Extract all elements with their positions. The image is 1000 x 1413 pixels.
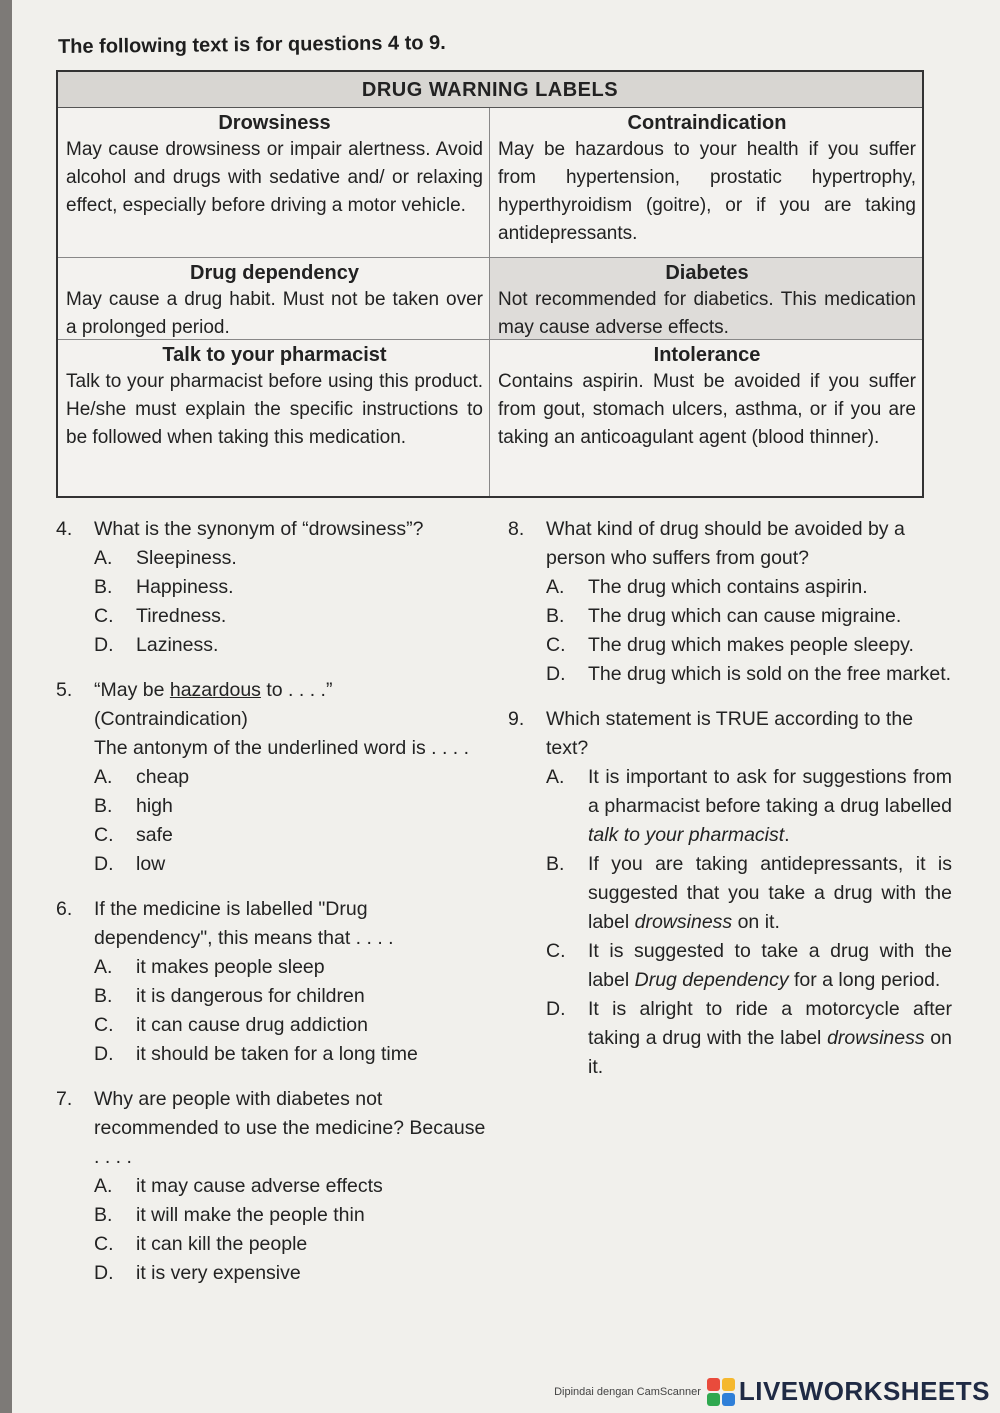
option-b[interactable] [56,573,488,602]
option-b[interactable] [508,850,952,937]
drug-warning-labels-table [56,70,924,498]
option-letter: C. [94,1233,114,1255]
option-text: The drug which can cause migraine. [588,605,902,627]
option-d[interactable] [508,995,952,1082]
option-text-pre: It is alright to ride a motorcycle after taking a drug with the label [588,998,952,1049]
option-text: it is very expensive [136,1262,301,1284]
option-c[interactable] [56,821,488,850]
option-letter: C. [94,605,114,627]
option-letter: B. [546,605,565,627]
option-text [588,850,952,937]
option-text: Laziness. [136,634,219,656]
option-a[interactable] [508,573,952,602]
option-d[interactable] [56,1259,488,1288]
label-body: Contains aspirin. Must be avoided if you suffer from gout, stomach ulcers, asthma, or if you are taking an anticoagulant agent (blood thinner). [498,371,916,448]
option-c[interactable] [508,631,952,660]
liveworksheets-logo-icon [707,1378,735,1406]
option-text: The drug which is sold on the free market. [588,663,952,685]
intro-text: The following text is for questions 4 to 9. [57,31,446,59]
question-7 [56,1085,488,1288]
questions-left-column [56,515,488,1304]
option-text: Happiness. [136,576,234,598]
label-title: Diabetes [665,262,749,284]
option-text: it should be taken for a long time [136,1043,418,1065]
option-c[interactable] [508,937,952,995]
option-text-post: on it. [732,911,780,933]
questions-right-column [508,515,952,1098]
option-b[interactable] [56,1201,488,1230]
option-text-italic: Drug dependency [634,969,789,991]
option-b[interactable] [56,982,488,1011]
option-d[interactable] [508,660,952,689]
label-title: Contraindication [627,112,787,134]
label-body: Not recommended for diabetics. This medication may cause adverse effects. [498,289,916,338]
option-a[interactable] [56,763,488,792]
option-letter: C. [546,940,566,962]
option-a[interactable] [508,763,952,850]
option-text [588,995,952,1082]
label-title: Talk to your pharmacist [162,344,387,366]
option-text: it may cause adverse effects [136,1175,383,1197]
label-body: May cause a drug habit. Must not be taken over a prolonged period. [66,289,483,338]
worksheet-page [12,0,1000,1413]
footer [554,1376,990,1407]
table-header: DRUG WARNING LABELS [58,72,922,108]
option-text: Sleepiness. [136,547,237,569]
option-letter: C. [94,1014,114,1036]
scanner-watermark: Dipindai dengan CamScanner [554,1385,701,1398]
label-body: May cause drowsiness or impair alertness. Avoid alcohol and drugs with sedative and/ or relaxing effect, especially before driving a motor vehicle. [66,139,483,216]
option-letter: B. [94,985,113,1007]
label-intolerance [490,340,922,496]
option-letter: C. [94,824,114,846]
option-d[interactable] [56,631,488,660]
option-text: it is dangerous for children [136,985,365,1007]
option-a[interactable] [56,544,488,573]
option-letter: D. [546,998,566,1020]
option-a[interactable] [56,953,488,982]
logo-square-1 [707,1378,720,1391]
option-text-post: . [784,824,790,846]
option-letter: D. [94,1043,114,1065]
option-letter: B. [546,853,565,875]
label-body: Talk to your pharmacist before using this product. He/she must explain the specific instructions to be followed when taking this medication. [66,371,483,448]
option-text: it can cause drug addiction [136,1014,368,1036]
option-letter: B. [94,795,113,817]
question-number: 7. [56,1088,73,1110]
option-text: low [136,853,166,875]
question-text: If the medicine is labelled "Drug dependency", this means that . . . . [94,898,394,949]
question-text-post: to . . . .” [260,679,333,701]
option-text-post: on it. [588,1027,952,1078]
option-text: cheap [136,766,190,788]
option-text-pre: It is suggested to take a drug with the label [588,940,952,991]
question-text [94,676,488,763]
option-d[interactable] [56,1040,488,1069]
underlined-word: hazardous [169,679,261,701]
option-d[interactable] [56,850,488,879]
option-letter: A. [546,766,565,788]
option-letter: A. [94,766,113,788]
option-letter: B. [94,1204,113,1226]
option-text-italic: drowsiness [827,1027,925,1049]
label-contraindication [490,108,922,258]
option-text-italic: talk to your pharmacist [588,824,785,846]
option-letter: A. [94,956,113,978]
option-text: high [136,795,173,817]
option-letter: D. [94,634,114,656]
option-letter: C. [546,634,566,656]
option-text [588,937,952,995]
question-text-line3: The antonym of the underlined word is . . . . [94,737,470,759]
question-number: 9. [508,708,525,730]
option-text: it will make the people thin [136,1204,365,1226]
question-text: What kind of drug should be avoided by a person who suffers from gout? [546,518,905,569]
option-letter: D. [94,1262,114,1284]
logo-square-2 [722,1378,735,1391]
option-c[interactable] [56,602,488,631]
label-title: Drowsiness [218,112,331,134]
option-letter: D. [546,663,566,685]
option-text [588,763,952,850]
option-letter: D. [94,853,114,875]
label-title: Drug dependency [190,262,359,284]
option-text: it can kill the people [136,1233,308,1255]
option-b[interactable] [56,792,488,821]
label-drowsiness [58,108,490,258]
question-8 [508,515,952,689]
option-text-post: for a long period. [788,969,941,991]
question-6 [56,895,488,1069]
question-9 [508,705,952,1082]
option-letter: A. [94,1175,113,1197]
liveworksheets-brand[interactable]: LIVEWORKSHEETS [738,1376,990,1406]
question-number: 6. [56,898,73,920]
option-text: The drug which contains aspirin. [588,576,868,598]
label-body: May be hazardous to your health if you suffer from hypertension, prostatic hypertrophy, hyperthyroidism (goitre), or if you are taking antidepressants. [498,139,916,244]
option-c[interactable] [56,1011,488,1040]
option-b[interactable] [508,602,952,631]
label-talk-to-pharmacist [58,340,490,496]
option-a[interactable] [56,1172,488,1201]
question-text: Why are people with diabetes not recommended to use the medicine? Because . . . . [94,1088,486,1168]
question-text: What is the synonym of “drowsiness”? [94,518,424,540]
option-letter: A. [546,576,565,598]
label-diabetes [490,258,922,340]
question-5 [56,676,488,879]
question-text-pre: “May be [94,679,170,701]
option-text: safe [136,824,173,846]
option-text-pre: It is important to ask for suggestions from a pharmacist before taking a drug labelled [588,766,952,817]
logo-square-4 [722,1393,735,1406]
logo-square-3 [707,1393,720,1406]
question-number: 8. [508,518,525,540]
question-number: 4. [56,518,73,540]
option-letter: A. [94,547,113,569]
option-c[interactable] [56,1230,488,1259]
option-text-italic: drowsiness [634,911,733,933]
option-text: it makes people sleep [136,956,325,978]
question-4 [56,515,488,660]
question-text: Which statement is TRUE according to the text? [546,708,914,759]
question-text-line2: (Contraindication) [94,708,248,730]
question-number: 5. [56,679,73,701]
option-text: Tiredness. [136,605,227,627]
label-title: Intolerance [653,344,761,366]
option-letter: B. [94,576,113,598]
option-text-pre: If you are taking antidepressants, it is suggested that you take a drug with the label [588,853,952,933]
label-drug-dependency [58,258,490,340]
option-text: The drug which makes people sleepy. [588,634,914,656]
